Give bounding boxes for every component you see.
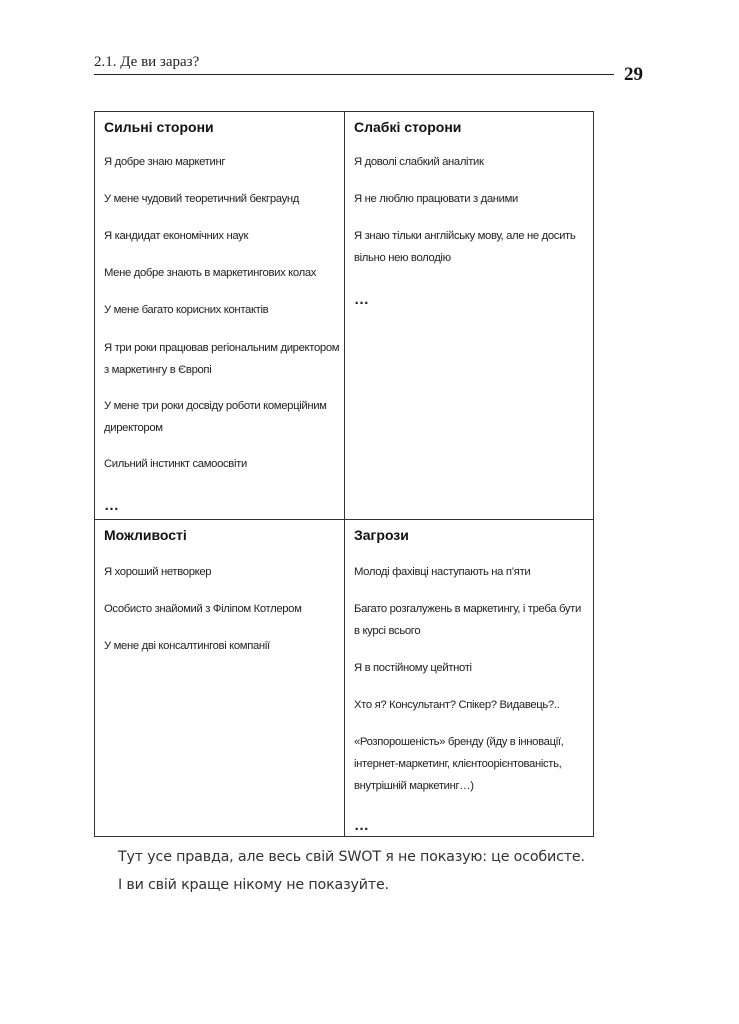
list-item: інтернет-маркетинг, клієнтоорієнтованість, — [354, 758, 562, 770]
ellipsis: … — [354, 817, 370, 834]
running-header-title: 2.1. Де ви зараз? — [94, 54, 200, 70]
list-item: директором — [104, 422, 163, 434]
list-item: Я добре знаю маркетинг — [104, 156, 226, 168]
cell-title-threats: Загрози — [354, 527, 409, 543]
list-item: Особисто знайомий з Філіпом Котлером — [104, 603, 302, 615]
swot-cell-threats — [354, 527, 589, 832]
list-item: У мене дві консалтингові компанії — [104, 640, 270, 652]
list-item: У мене багато корисних контактів — [104, 304, 269, 316]
body-paragraph-line-2: І ви свій краще нікому не показуйте. — [118, 877, 389, 893]
header-rule — [94, 74, 614, 75]
list-item: «Розпорошеність» бренду (йду в інновації, — [354, 736, 564, 748]
table-divider-vertical — [344, 112, 345, 836]
list-item: Я три роки працював регіональним директором — [104, 342, 340, 354]
list-item: Я не люблю працювати з даними — [354, 193, 519, 205]
table-divider-horizontal — [95, 519, 593, 520]
body-paragraph-line-1: Тут усе правда, але весь свій SWOT я не показую: це особисте. — [118, 849, 585, 865]
swot-cell-opportunities — [104, 527, 339, 832]
cell-title-strengths: Сильні сторони — [104, 119, 214, 135]
swot-table — [94, 111, 594, 837]
list-item: вільно нею володію — [354, 252, 451, 264]
list-item: Молоді фахівці наступають на п’яти — [354, 566, 531, 578]
ellipsis: … — [354, 291, 370, 308]
list-item: У мене три роки досвіду роботи комерційним — [104, 400, 327, 412]
swot-cell-weaknesses — [354, 119, 589, 517]
page-number: 29 — [624, 64, 643, 85]
list-item: Багато розгалужень в маркетингу, і треба бути — [354, 603, 581, 615]
cell-title-opportunities: Можливості — [104, 527, 187, 543]
list-item: з маркетингу в Європі — [104, 364, 212, 376]
list-item: Хто я? Консультант? Спікер? Видавець?.. — [354, 699, 560, 711]
swot-cell-strengths — [104, 119, 339, 517]
list-item: Я хороший нетворкер — [104, 566, 212, 578]
ellipsis: … — [104, 497, 120, 514]
list-item: У мене чудовий теоретичний бекграунд — [104, 193, 299, 205]
list-item: Я знаю тільки англійську мову, але не досить — [354, 230, 576, 242]
list-item: Я кандидат економічних наук — [104, 230, 249, 242]
list-item: Я доволі слабкий аналітик — [354, 156, 484, 168]
cell-title-weaknesses: Слабкі сторони — [354, 119, 462, 135]
list-item: Мене добре знають в маркетингових колах — [104, 267, 317, 279]
list-item: внутрішній маркетинг…) — [354, 780, 474, 792]
list-item: Сильний інстинкт самоосвіти — [104, 458, 247, 470]
list-item: Я в постійному цейтноті — [354, 662, 472, 674]
list-item: в курсі всього — [354, 625, 421, 637]
